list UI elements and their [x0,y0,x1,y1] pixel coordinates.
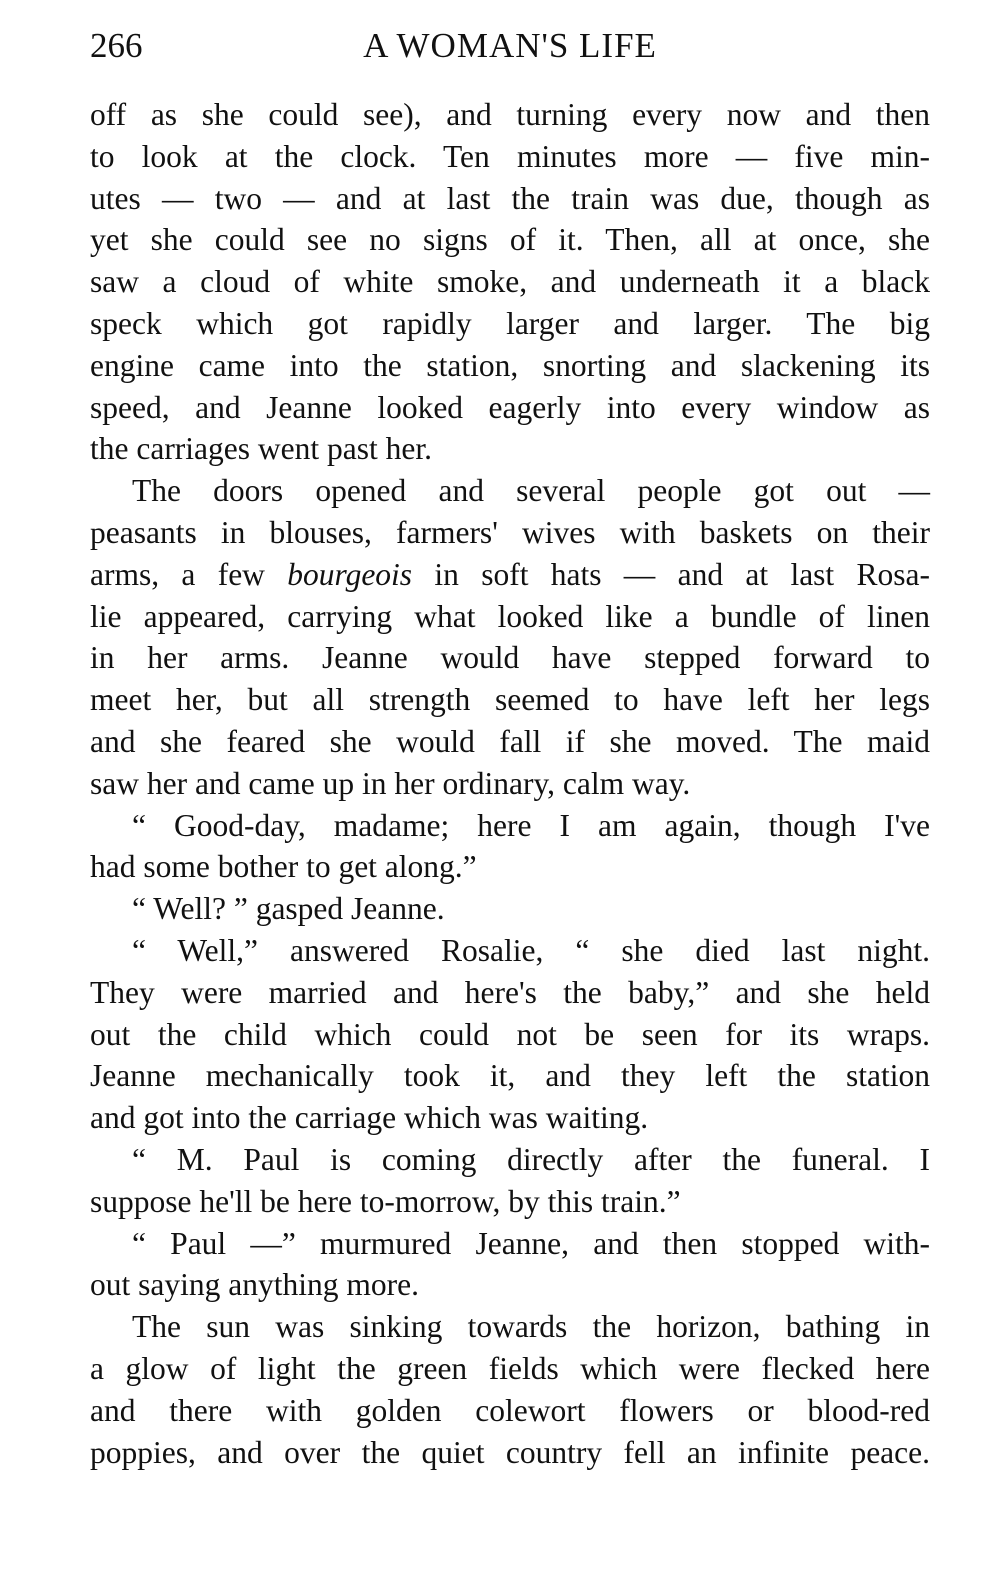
running-head [90,20,930,72]
text-line [90,554,930,596]
italic-word: bourgeois [287,556,413,592]
text-line: to look at the clock. Ten minutes more — five min- [90,138,930,174]
text-line: utes — two — and at last the train was due, though as [90,180,930,216]
text-line: had some bother to get along.” [90,849,477,885]
text-line: engine came into the station, snorting and slackening its [90,347,930,383]
text-line: the carriages went past her. [90,431,432,467]
text-line: saw her and came up in her ordinary, calm way. [90,765,691,801]
running-title: A WOMAN'S LIFE [363,26,657,65]
text-line: The sun was sinking towards the horizon, bathing in [132,1309,930,1345]
text-line: The doors opened and several people got out — [132,473,930,509]
book-page [90,20,930,1473]
text-line: saw a cloud of white smoke, and underneath it a black [90,264,930,300]
text-line: “ Paul —” murmured Jeanne, and then stopped with- [132,1225,930,1261]
page-number: 266 [90,26,143,65]
text-line: yet she could see no signs of it. Then, all at once, she [90,222,930,258]
text-line: Jeanne mechanically took it, and they left the station [90,1058,930,1094]
text-line: They were married and here's the baby,” and she held [90,974,930,1010]
text-line: and there with golden colewort flowers or blood-red [90,1392,930,1428]
text-segment: in soft hats — and at last Rosa- [412,556,930,592]
text-line: out the child which could not be seen for its wraps. [90,1016,930,1052]
body-text [90,94,930,1473]
text-line: out saying anything more. [90,1267,419,1303]
text-line: in her arms. Jeanne would have stepped forward to [90,640,930,676]
text-line: and got into the carriage which was waiting. [90,1100,649,1136]
text-line: lie appeared, carrying what looked like a bundle of linen [90,598,930,634]
text-line: speck which got rapidly larger and larger. The big [90,305,930,341]
text-line: “ Good-day, madame; here I am again, though I've [132,807,930,843]
text-line: suppose he'll be here to-morrow, by this train.” [90,1183,681,1219]
text-line: speed, and Jeanne looked eagerly into every window as [90,389,930,425]
text-line: off as she could see), and turning every now and then [90,97,930,132]
text-line: poppies, and over the quiet country fell an infinite peace. [90,1434,930,1470]
text-line: meet her, but all strength seemed to have left her legs [90,682,930,718]
text-segment: arms, a few [90,556,288,592]
text-line: “ Well? ” gasped Jeanne. [132,891,445,927]
text-line: a glow of light the green fields which were flecked here [90,1350,930,1386]
text-line: and she feared she would fall if she moved. The maid [90,723,930,759]
text-line: “ M. Paul is coming directly after the funeral. I [132,1141,930,1177]
text-line: “ Well,” answered Rosalie, “ she died last night. [132,932,930,968]
text-line: peasants in blouses, farmers' wives with baskets on their [90,514,930,550]
